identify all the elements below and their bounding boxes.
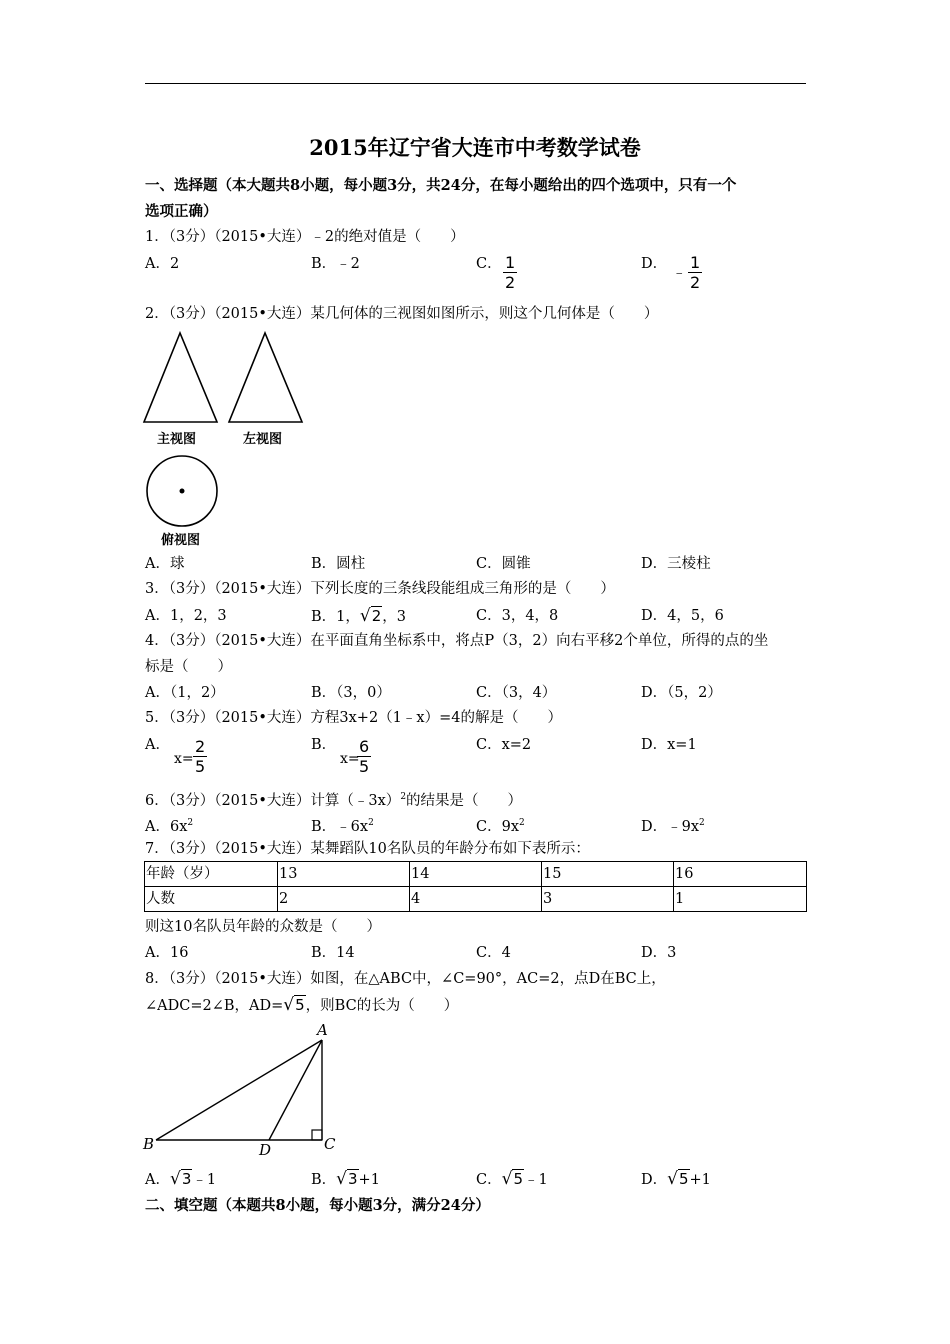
q8-triangle-figure — [140, 1020, 340, 1160]
q1-c-fraction: $\frac{1}{2}$ — [505, 253, 516, 292]
q8-a-sqrt: √3 — [169, 1169, 192, 1189]
q4-option-a: A．（1，2） — [145, 685, 225, 701]
q2-option-b: B．圆柱 — [311, 556, 366, 572]
table-cell: 16 — [674, 862, 807, 887]
q1-stem: 1．（3分）（2015•大连）﹣2的绝对值是（ ） — [145, 229, 465, 245]
page-title: 2015年辽宁省大连市中考数学试卷 — [309, 135, 641, 160]
segment-ab — [156, 1040, 322, 1140]
q3-option-b: B．1，√2，3 — [311, 606, 407, 626]
q8-option-d: D．√5+1 — [641, 1169, 711, 1189]
q5-option-c: C．x=2 — [476, 737, 532, 753]
q1-option-b: B．﹣2 — [311, 256, 360, 272]
point-c-label: C — [324, 1135, 336, 1153]
q5-option-b: B． x= $\frac{6}{5}$ — [311, 737, 370, 776]
q8-d-sqrt: √5 — [667, 1169, 689, 1189]
q7-option-d: D．3 — [641, 945, 677, 961]
q7-option-c: C．4 — [476, 945, 511, 961]
section1-heading-line1: 一、选择题（本大题共8小题，每小题3分，共24分，在每小题给出的四个选项中，只有一个 — [145, 177, 737, 194]
q8-stem-line1: 8．（3分）（2015•大连）如图，在△ABC中，∠C=90°，AC=2，点D在BC上， — [145, 971, 666, 987]
q7-option-a: A．16 — [145, 945, 189, 961]
q1-option-c: C． $\frac{1}{2}$ — [476, 253, 516, 292]
q6-option-c: C．$9x^2$ — [476, 818, 525, 835]
q7-after-table: 则这10名队员年龄的众数是（ ） — [145, 919, 381, 935]
q7-stem: 7．（3分）（2015•大连）某舞蹈队10名队员的年龄分布如下表所示： — [145, 841, 590, 857]
q1-option-d: D． ﹣ $\frac{1}{2}$ — [641, 253, 701, 292]
q8-option-b: B．√3+1 — [311, 1169, 380, 1189]
q3-option-a: A．1，2，3 — [145, 608, 227, 624]
q8-b-sqrt: √3 — [336, 1169, 358, 1189]
table-cell: 人数 — [145, 887, 278, 912]
left-view-label: 左视图 — [243, 432, 283, 447]
q5-stem: 5．（3分）（2015•大连）方程3x+2（1﹣x）=4的解是（ ） — [145, 710, 562, 726]
q3-option-c: C．3，4，8 — [476, 608, 559, 624]
section2-heading: 二、填空题（本题共8小题，每小题3分，满分24分） — [145, 1197, 490, 1214]
table-row — [145, 862, 807, 887]
table-cell: 1 — [674, 887, 807, 912]
q4-option-b: B．（3，0） — [311, 685, 391, 701]
q1-d-fraction: $\frac{1}{2}$ — [690, 253, 701, 292]
q2-option-d: D．三棱柱 — [641, 556, 711, 572]
table-cell: 3 — [542, 887, 674, 912]
q4-stem-line2: 标是（ ） — [145, 659, 232, 675]
q8-ad-sqrt: √5 — [283, 995, 305, 1015]
q2-stem: 2．（3分）（2015•大连）某几何体的三视图如图所示，则这个几何体是（ ） — [145, 306, 659, 322]
q6-option-a: A．$6x^2$ — [145, 818, 194, 835]
q3-option-d: D．4，5，6 — [641, 608, 724, 624]
q3-b-sqrt: √2 — [359, 606, 382, 626]
top-view-center-dot — [180, 489, 185, 494]
q3-stem: 3．（3分）（2015•大连）下列长度的三条线段能组成三角形的是（ ） — [145, 581, 615, 597]
table-cell: 13 — [278, 862, 410, 887]
q6-option-d: D．$﹣9x^2$ — [641, 818, 705, 835]
q6-stem: 6．（3分）（2015•大连）计算（﹣3x）$^2$的结果是（ ） — [145, 792, 523, 809]
table-cell: 14 — [410, 862, 542, 887]
q1-option-a: A．2 — [145, 256, 180, 272]
table-cell: 年龄（岁） — [145, 862, 278, 887]
q5-option-a: A． x= $\frac{2}{5}$ — [145, 737, 206, 776]
q4-option-c: C．（3，4） — [476, 685, 557, 701]
point-d-label: D — [259, 1141, 272, 1159]
section1-heading-line2: 选项正确） — [145, 203, 218, 220]
q5-a-fraction: $\frac{2}{5}$ — [195, 737, 206, 776]
point-a-label: A — [317, 1021, 328, 1039]
q8-option-c: C．√5﹣1 — [476, 1169, 548, 1189]
q6-option-b: B．$﹣6x^2$ — [311, 818, 374, 835]
q8-option-a: A．√3﹣1 — [145, 1169, 217, 1189]
q4-option-d: D．（5，2） — [641, 685, 722, 701]
q5-option-d: D．x=1 — [641, 737, 697, 753]
point-b-label: B — [143, 1135, 155, 1153]
q4-stem-line1: 4．（3分）（2015•大连）在平面直角坐标系中，将点P（3，2）向右平移2个单位，所得的点的坐 — [145, 633, 769, 649]
q5-b-fraction: $\frac{6}{5}$ — [359, 737, 370, 776]
q8-c-sqrt: √5 — [501, 1169, 523, 1189]
table-cell: 4 — [410, 887, 542, 912]
table-cell: 15 — [542, 862, 674, 887]
front-view-triangle — [144, 333, 217, 422]
right-angle-marker — [312, 1130, 322, 1140]
top-view-label: 俯视图 — [161, 533, 201, 548]
segment-ad — [269, 1040, 322, 1140]
q2-option-a: A．球 — [145, 556, 185, 572]
table-row — [145, 887, 807, 912]
q2-option-c: C．圆锥 — [476, 556, 531, 572]
q8-stem-line2: ∠ADC=2∠B，AD=√5，则BC的长为（ ） — [145, 995, 459, 1015]
header-rule — [145, 83, 806, 84]
table-cell: 2 — [278, 887, 410, 912]
left-view-triangle — [229, 333, 302, 422]
front-view-label: 主视图 — [157, 432, 197, 447]
q7-option-b: B．14 — [311, 945, 355, 961]
q7-age-table — [144, 861, 807, 912]
